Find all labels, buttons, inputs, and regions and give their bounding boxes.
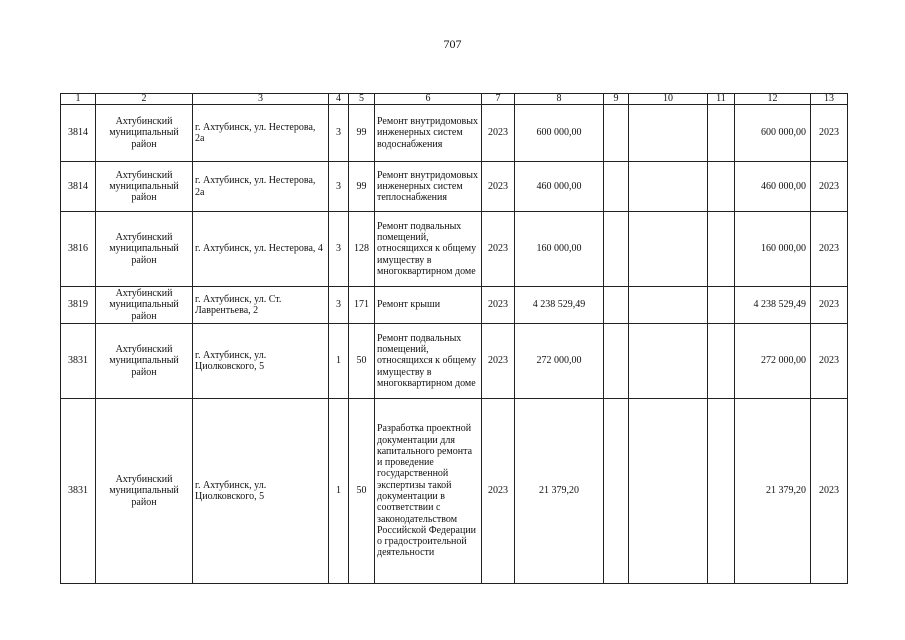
apartments: 99 xyxy=(349,105,375,162)
cell-11 xyxy=(708,324,735,399)
apartments: 99 xyxy=(349,162,375,212)
municipality: Ахтубинский муниципальный район xyxy=(96,399,193,584)
completion-year: 2023 xyxy=(811,324,848,399)
fund-cost: 600 000,00 xyxy=(735,105,811,162)
fund-cost: 21 379,20 xyxy=(735,399,811,584)
record-id: 3819 xyxy=(61,287,96,324)
year: 2023 xyxy=(482,105,515,162)
apartments: 50 xyxy=(349,399,375,584)
total-cost: 4 238 529,49 xyxy=(515,287,604,324)
completion-year: 2023 xyxy=(811,212,848,287)
floors: 3 xyxy=(329,162,349,212)
table-row xyxy=(61,287,848,324)
work-type: Ремонт внутридомовых инженерных систем теплоснабжения xyxy=(375,162,482,212)
cell-10 xyxy=(629,324,708,399)
cell-9 xyxy=(604,105,629,162)
address: г. Ахтубинск, ул. Нестерова, 2а xyxy=(193,162,329,212)
repair-program-table xyxy=(60,93,848,584)
municipality: Ахтубинский муниципальный район xyxy=(96,105,193,162)
column-number: 1 xyxy=(61,94,96,105)
cell-11 xyxy=(708,399,735,584)
fund-cost: 160 000,00 xyxy=(735,212,811,287)
column-number: 4 xyxy=(329,94,349,105)
record-id: 3814 xyxy=(61,162,96,212)
completion-year: 2023 xyxy=(811,105,848,162)
municipality: Ахтубинский муниципальный район xyxy=(96,324,193,399)
address: г. Ахтубинск, ул. Циолковского, 5 xyxy=(193,399,329,584)
total-cost: 160 000,00 xyxy=(515,212,604,287)
year: 2023 xyxy=(482,162,515,212)
column-number: 5 xyxy=(349,94,375,105)
work-type: Разработка проектной документации для капитального ремонта и проведение государственной экспертизы такой документации в соответствии с законодательством Российской Федерации о градостроительной деятельности xyxy=(375,399,482,584)
record-id: 3831 xyxy=(61,324,96,399)
municipality: Ахтубинский муниципальный район xyxy=(96,287,193,324)
column-number-row xyxy=(61,94,848,105)
cell-11 xyxy=(708,212,735,287)
column-number: 10 xyxy=(629,94,708,105)
column-number: 7 xyxy=(482,94,515,105)
cell-10 xyxy=(629,162,708,212)
work-type: Ремонт внутридомовых инженерных систем водоснабжения xyxy=(375,105,482,162)
table-row xyxy=(61,212,848,287)
cell-10 xyxy=(629,212,708,287)
total-cost: 460 000,00 xyxy=(515,162,604,212)
column-number: 11 xyxy=(708,94,735,105)
completion-year: 2023 xyxy=(811,399,848,584)
year: 2023 xyxy=(482,212,515,287)
total-cost: 600 000,00 xyxy=(515,105,604,162)
fund-cost: 272 000,00 xyxy=(735,324,811,399)
apartments: 171 xyxy=(349,287,375,324)
table-row xyxy=(61,324,848,399)
address: г. Ахтубинск, ул. Нестерова, 4 xyxy=(193,212,329,287)
work-type: Ремонт крыши xyxy=(375,287,482,324)
page-number: 707 xyxy=(443,37,462,51)
cell-9 xyxy=(604,162,629,212)
column-number: 13 xyxy=(811,94,848,105)
column-number: 9 xyxy=(604,94,629,105)
column-number: 8 xyxy=(515,94,604,105)
year: 2023 xyxy=(482,324,515,399)
cell-9 xyxy=(604,212,629,287)
record-id: 3831 xyxy=(61,399,96,584)
column-number: 6 xyxy=(375,94,482,105)
floors: 3 xyxy=(329,212,349,287)
cell-10 xyxy=(629,399,708,584)
address: г. Ахтубинск, ул. Нестерова, 2а xyxy=(193,105,329,162)
completion-year: 2023 xyxy=(811,287,848,324)
floors: 1 xyxy=(329,399,349,584)
year: 2023 xyxy=(482,399,515,584)
work-type: Ремонт подвальных помещений, относящихся к общему имуществу в многоквартирном доме xyxy=(375,212,482,287)
floors: 3 xyxy=(329,105,349,162)
table-row xyxy=(61,105,848,162)
record-id: 3816 xyxy=(61,212,96,287)
municipality: Ахтубинский муниципальный район xyxy=(96,162,193,212)
apartments: 128 xyxy=(349,212,375,287)
year: 2023 xyxy=(482,287,515,324)
column-number: 12 xyxy=(735,94,811,105)
fund-cost: 4 238 529,49 xyxy=(735,287,811,324)
cell-9 xyxy=(604,324,629,399)
address: г. Ахтубинск, ул. Ст. Лаврентьева, 2 xyxy=(193,287,329,324)
apartments: 50 xyxy=(349,324,375,399)
cell-10 xyxy=(629,287,708,324)
floors: 3 xyxy=(329,287,349,324)
completion-year: 2023 xyxy=(811,162,848,212)
fund-cost: 460 000,00 xyxy=(735,162,811,212)
record-id: 3814 xyxy=(61,105,96,162)
column-number: 2 xyxy=(96,94,193,105)
table-row xyxy=(61,162,848,212)
total-cost: 21 379,20 xyxy=(515,399,604,584)
cell-9 xyxy=(604,399,629,584)
cell-9 xyxy=(604,287,629,324)
address: г. Ахтубинск, ул. Циолковского, 5 xyxy=(193,324,329,399)
cell-11 xyxy=(708,105,735,162)
cell-10 xyxy=(629,105,708,162)
table-row xyxy=(61,399,848,584)
municipality: Ахтубинский муниципальный район xyxy=(96,212,193,287)
total-cost: 272 000,00 xyxy=(515,324,604,399)
work-type: Ремонт подвальных помещений, относящихся к общему имуществу в многоквартирном доме xyxy=(375,324,482,399)
column-number: 3 xyxy=(193,94,329,105)
floors: 1 xyxy=(329,324,349,399)
cell-11 xyxy=(708,287,735,324)
cell-11 xyxy=(708,162,735,212)
